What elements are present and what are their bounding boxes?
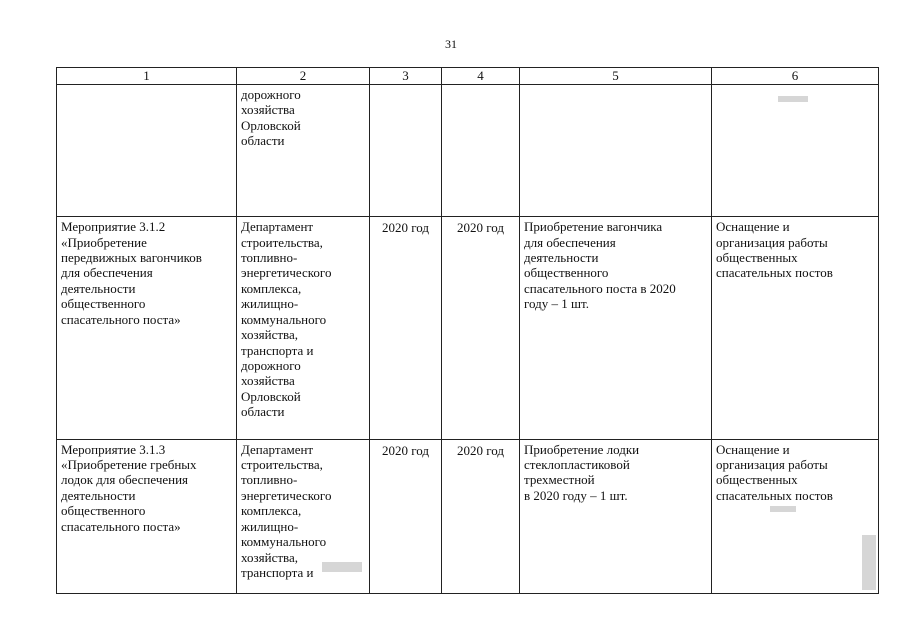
table-row <box>57 85 879 217</box>
measure-cell: Мероприятие 3.1.3 «Приобретение гребных лодок для обеспечения деятельности общественного спасательного поста» <box>57 439 237 593</box>
table-row <box>57 439 879 593</box>
scan-noise-mark <box>778 96 808 102</box>
end-year-cell: 2020 год <box>442 217 520 439</box>
executor-cell: дорожного хозяйства Орловской области <box>237 85 370 217</box>
result-cell <box>520 85 712 217</box>
goal-cell: Оснащение и организация работы общественных спасательных постов <box>712 439 879 593</box>
column-header-2: 2 <box>237 68 370 85</box>
executor-cell: Департамент строительства, топливно- энергетического комплекса, жилищно- коммунального хозяйства, транспорта и <box>237 439 370 593</box>
goal-cell <box>712 85 879 217</box>
column-header-1: 1 <box>57 68 237 85</box>
result-cell: Приобретение вагончика для обеспечения деятельности общественного спасательного поста в 2020 году – 1 шт. <box>520 217 712 439</box>
start-year-cell: 2020 год <box>370 439 442 593</box>
goal-cell: Оснащение и организация работы общественных спасательных постов <box>712 217 879 439</box>
result-cell: Приобретение лодки стеклопластиковой трехместной в 2020 году – 1 шт. <box>520 439 712 593</box>
scan-noise-mark <box>862 535 876 590</box>
scan-noise-mark <box>322 562 362 572</box>
page-number: 31 <box>445 37 457 51</box>
executor-cell: Департамент строительства, топливно- энергетического комплекса, жилищно- коммунального хозяйства, транспорта и дорожного хозяйства Орловской области <box>237 217 370 439</box>
table-header-row <box>57 68 879 85</box>
end-year-cell: 2020 год <box>442 439 520 593</box>
start-year-cell: 2020 год <box>370 217 442 439</box>
column-header-6: 6 <box>712 68 879 85</box>
measure-cell <box>57 85 237 217</box>
end-year-cell <box>442 85 520 217</box>
column-header-3: 3 <box>370 68 442 85</box>
table-row <box>57 217 879 439</box>
measures-table <box>56 67 879 594</box>
column-header-4: 4 <box>442 68 520 85</box>
column-header-5: 5 <box>520 68 712 85</box>
measure-cell: Мероприятие 3.1.2 «Приобретение передвижных вагончиков для обеспечения деятельности общественного спасательного поста» <box>57 217 237 439</box>
scan-noise-mark <box>770 506 796 512</box>
start-year-cell <box>370 85 442 217</box>
